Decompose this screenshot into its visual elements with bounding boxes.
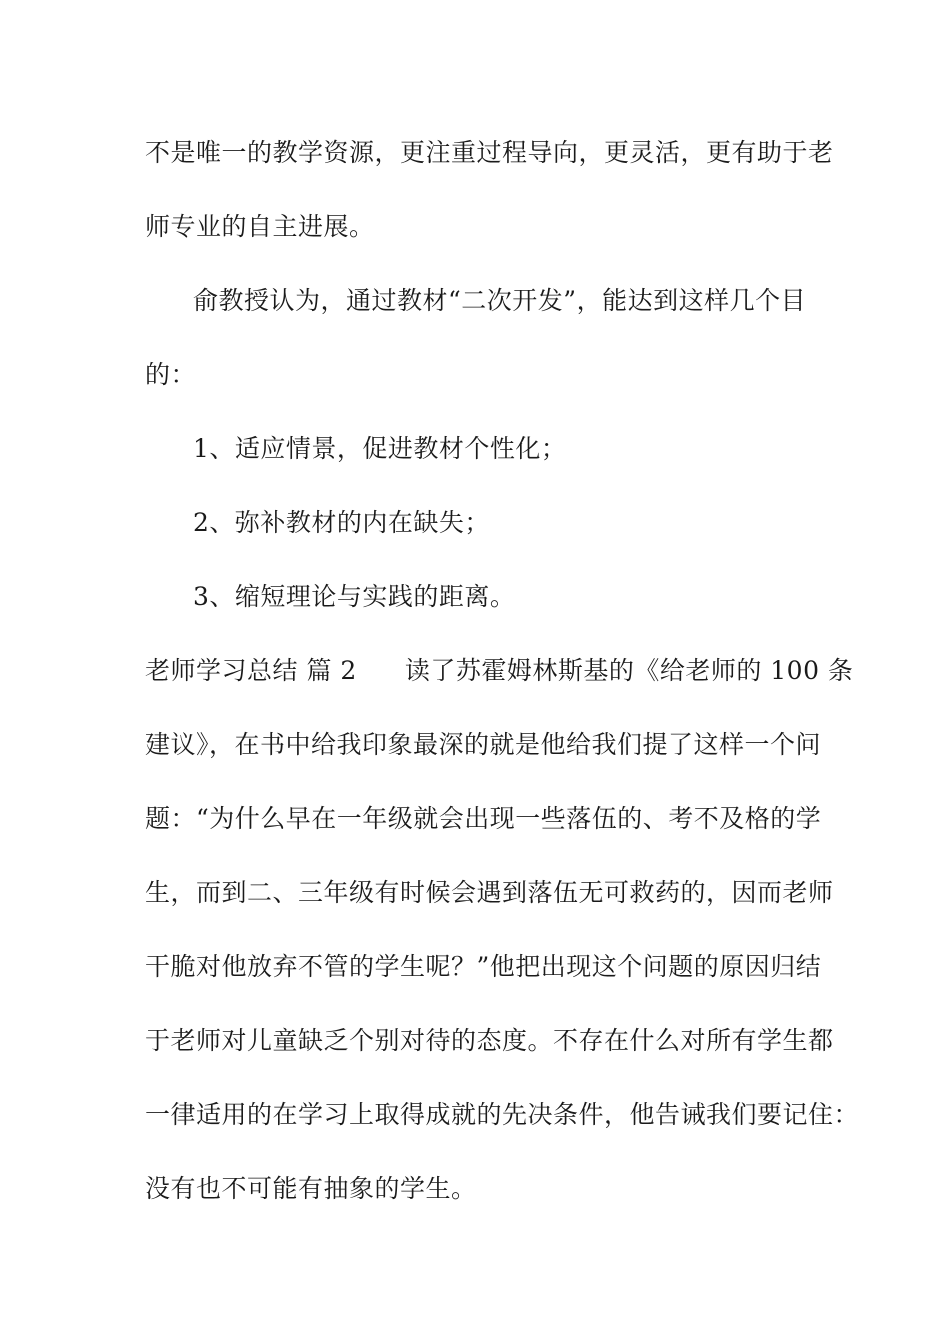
paragraph-line-4: 的： bbox=[145, 360, 197, 389]
paragraph-line-7: 生，而到二、三年级有时候会遇到落伍无可救药的，因而老师 bbox=[145, 878, 834, 907]
list-item-1: 1、适应情景，促进教材个性化； bbox=[193, 434, 567, 463]
paragraph-line-6: 题：“为什么早在一年级就会出现一些落伍的、考不及格的学 bbox=[145, 804, 822, 833]
paragraph-line-10: 一律适用的在学习上取得成就的先决条件，他告诫我们要记住： bbox=[145, 1100, 860, 1129]
paragraph-line-8: 干脆对他放弃不管的学生呢？”他把出现这个问题的原因归结 bbox=[145, 952, 822, 981]
paragraph-opening: 读了苏霍姆林斯基的《给老师的 100 条 bbox=[404, 656, 854, 685]
section-heading-line bbox=[145, 656, 853, 686]
paragraph-line-5: 建议》，在书中给我印象最深的就是他给我们提了这样一个问 bbox=[145, 730, 822, 759]
section-heading: 老师学习总结 篇 2 bbox=[145, 656, 357, 685]
paragraph-line-2: 师专业的自主进展。 bbox=[145, 212, 375, 241]
paragraph-line-9: 于老师对儿童缺乏个别对待的态度。不存在什么对所有学生都 bbox=[145, 1026, 834, 1055]
list-item-3: 3、缩短理论与实践的距离。 bbox=[193, 582, 516, 611]
paragraph-line-3: 俞教授认为，通过教材“二次开发”，能达到这样几个目 bbox=[193, 286, 807, 315]
list-item-2: 2、弥补教材的内在缺失； bbox=[193, 508, 490, 537]
paragraph-line-1: 不是唯一的教学资源，更注重过程导向，更灵活，更有助于老 bbox=[145, 138, 834, 167]
paragraph-line-11: 没有也不可能有抽象的学生。 bbox=[145, 1174, 477, 1203]
